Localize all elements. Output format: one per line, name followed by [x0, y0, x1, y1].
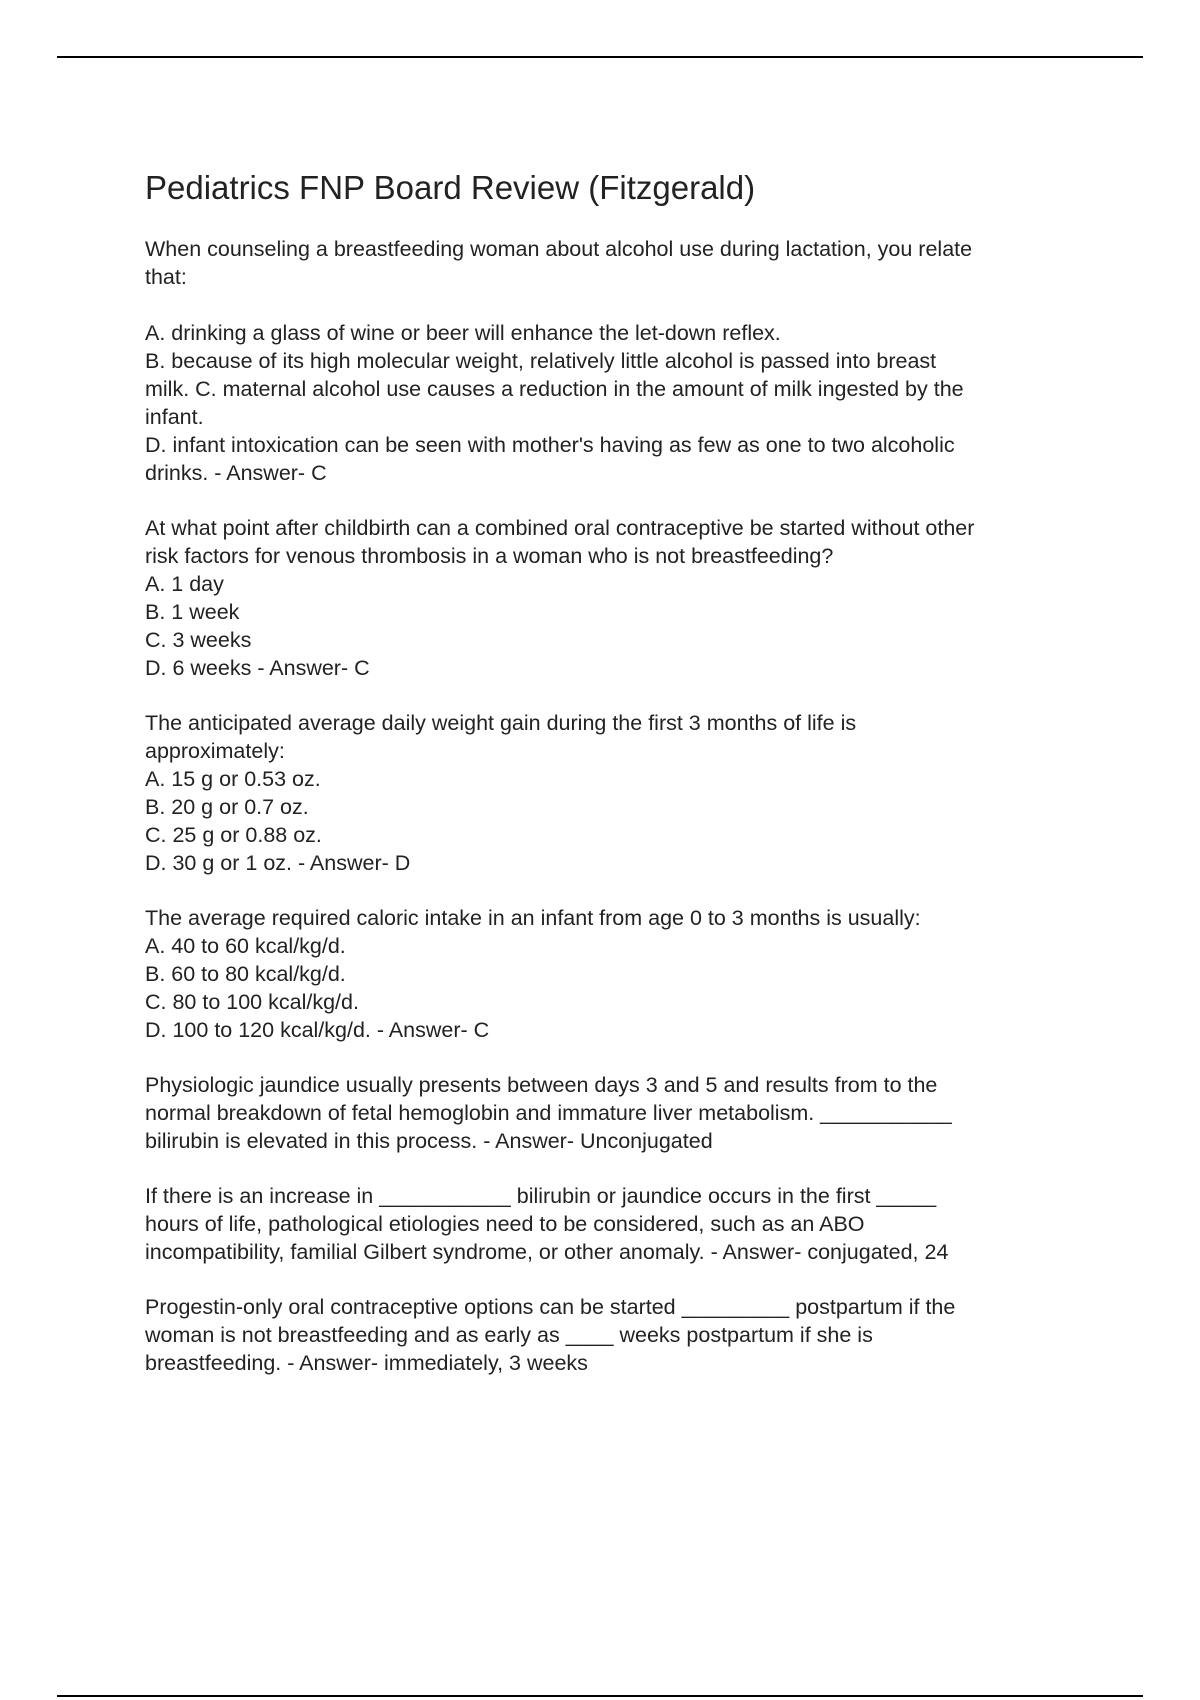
question-line: The average required caloric intake in an infant from age 0 to 3 months is usually: — [145, 906, 921, 930]
question-block — [145, 235, 1095, 487]
document-body — [145, 168, 1095, 1404]
document-title: Pediatrics FNP Board Review (Fitzgerald) — [145, 169, 756, 206]
question-line: The anticipated average daily weight gain during the first 3 months of life is — [145, 711, 857, 735]
question-block — [145, 904, 1095, 1044]
question-line: drinks. - Answer- C — [145, 461, 327, 485]
question-line: D. infant intoxication can be seen with mother's having as few as one to two alcoholic — [145, 433, 955, 457]
question-line: hours of life, pathological etiologies need to be considered, such as an ABO — [145, 1212, 865, 1236]
question-line: infant. — [145, 405, 204, 429]
question-line: B. 60 to 80 kcal/kg/d. — [145, 962, 346, 986]
question-line: Progestin-only oral contraceptive options can be started _________ postpartum if the — [145, 1295, 956, 1319]
question-line: Physiologic jaundice usually presents between days 3 and 5 and results from to the — [145, 1073, 938, 1097]
question-line: When counseling a breastfeeding woman about alcohol use during lactation, you relate — [145, 237, 973, 261]
question-block — [145, 709, 1095, 877]
question-line: A. 1 day — [145, 572, 224, 596]
question-line: B. 20 g or 0.7 oz. — [145, 795, 309, 819]
question-line: breastfeeding. - Answer- immediately, 3 weeks — [145, 1351, 588, 1375]
question-line: risk factors for venous thrombosis in a woman who is not breastfeeding? — [145, 544, 834, 568]
question-line: woman is not breastfeeding and as early as ____ weeks postpartum if she is — [145, 1323, 873, 1347]
question-block — [145, 1071, 1095, 1155]
bottom-divider — [57, 1695, 1143, 1697]
question-line: C. 3 weeks — [145, 628, 252, 652]
question-line: A. drinking a glass of wine or beer will enhance the let-down reflex. — [145, 321, 781, 345]
blank-line — [145, 291, 1095, 319]
question-block — [145, 514, 1095, 682]
question-block — [145, 1182, 1095, 1266]
question-line: milk. C. maternal alcohol use causes a reduction in the amount of milk ingested by the — [145, 377, 964, 401]
question-line: D. 30 g or 1 oz. - Answer- D — [145, 851, 411, 875]
question-block — [145, 1293, 1095, 1377]
question-list — [145, 235, 1095, 1377]
question-line: C. 80 to 100 kcal/kg/d. — [145, 990, 359, 1014]
question-line: If there is an increase in ___________ bilirubin or jaundice occurs in the first _____ — [145, 1184, 937, 1208]
question-line: bilirubin is elevated in this process. - Answer- Unconjugated — [145, 1129, 713, 1153]
question-line: normal breakdown of fetal hemoglobin and immature liver metabolism. ___________ — [145, 1101, 952, 1125]
question-line: incompatibility, familial Gilbert syndrome, or other anomaly. - Answer- conjugated, 24 — [145, 1240, 949, 1264]
question-line: that: — [145, 265, 187, 289]
question-line: A. 15 g or 0.53 oz. — [145, 767, 321, 791]
question-line: B. 1 week — [145, 600, 240, 624]
question-line: D. 100 to 120 kcal/kg/d. - Answer- C — [145, 1018, 490, 1042]
question-line: At what point after childbirth can a combined oral contraceptive be started without other — [145, 516, 975, 540]
question-line: C. 25 g or 0.88 oz. — [145, 823, 322, 847]
top-divider — [57, 56, 1143, 58]
question-line: D. 6 weeks - Answer- C — [145, 656, 370, 680]
question-line: B. because of its high molecular weight, relatively little alcohol is passed into breast — [145, 349, 937, 373]
question-line: A. 40 to 60 kcal/kg/d. — [145, 934, 346, 958]
question-line: approximately: — [145, 739, 285, 763]
